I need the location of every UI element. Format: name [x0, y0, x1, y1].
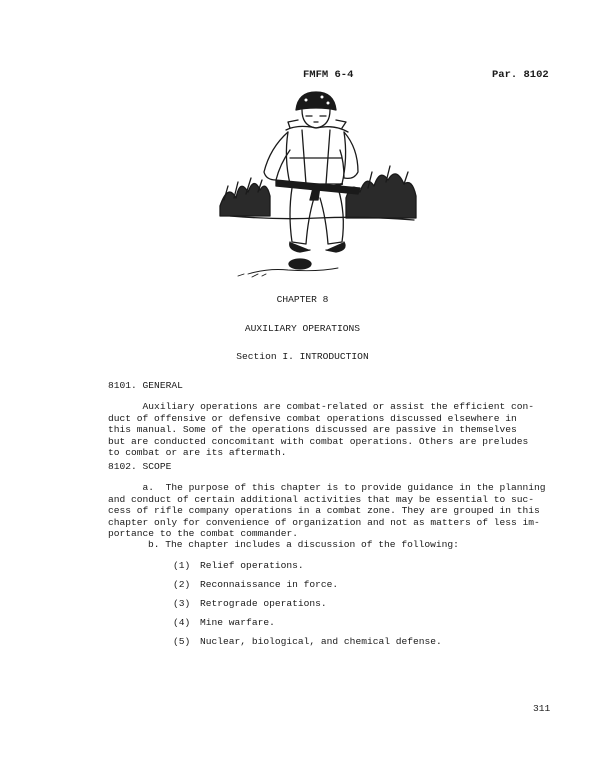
list-item: [173, 617, 275, 629]
paragraph-line: but are conducted concomitant with combat operations. Others are preludes: [108, 435, 529, 447]
paragraph-line: to combat or are its aftermath.: [108, 447, 287, 459]
paragraph-line: a. The purpose of this chapter is to provide guidance in the planning: [108, 482, 546, 493]
scope-paragraph-a: [108, 482, 560, 540]
paragraph-line: portance to the combat commander.: [108, 528, 298, 540]
list-item-number: (3): [173, 598, 191, 609]
list-item-number: (1): [173, 560, 191, 571]
chapter-title: AUXILIARY OPERATIONS: [244, 323, 361, 334]
paragraph-line: duct of offensive or defensive combat operations discussed elsewhere in: [108, 412, 517, 424]
list-item: [173, 598, 327, 610]
paragraph-reference: Par. 8102: [492, 69, 549, 81]
list-item-text: Mine warfare.: [200, 617, 275, 628]
list-item: [173, 560, 304, 572]
paragraph-line: Auxiliary operations are combat-related or assist the efficient con-: [108, 401, 535, 412]
paragraph-line: cess of rifle company operations in a combat zone. They are grouped in this: [108, 505, 540, 517]
section-title: Section I. INTRODUCTION: [236, 351, 369, 362]
list-item-text: Nuclear, biological, and chemical defense.: [200, 636, 442, 647]
scope-paragraph-b: b. The chapter includes a discussion of the following:: [148, 539, 459, 550]
chapter-number: CHAPTER 8: [276, 294, 329, 305]
list-item-text: Retrograde operations.: [200, 598, 327, 609]
general-paragraph: [108, 401, 560, 459]
list-item-number: (4): [173, 617, 191, 628]
paragraph-line: and conduct of certain additional activities that may be essential to suc-: [108, 493, 535, 505]
list-item: [173, 636, 442, 648]
paragraph-line: chapter only for convenience of organization and not as matters of less im-: [108, 516, 540, 528]
list-item: [173, 579, 338, 591]
list-item-text: Relief operations.: [200, 560, 304, 571]
list-item-number: (5): [173, 636, 191, 647]
paragraph-line: this manual. Some of the operations discussed are passive in themselves: [108, 424, 517, 436]
manual-number: FMFM 6-4: [303, 69, 354, 81]
page-number: 311: [533, 703, 551, 714]
section-heading-scope: 8102. SCOPE: [108, 461, 172, 472]
section-heading-general: 8101. GENERAL: [108, 380, 183, 391]
soldier-icon: [218, 88, 418, 280]
list-item-text: Reconnaissance in force.: [200, 579, 339, 590]
list-item-number: (2): [173, 579, 191, 590]
